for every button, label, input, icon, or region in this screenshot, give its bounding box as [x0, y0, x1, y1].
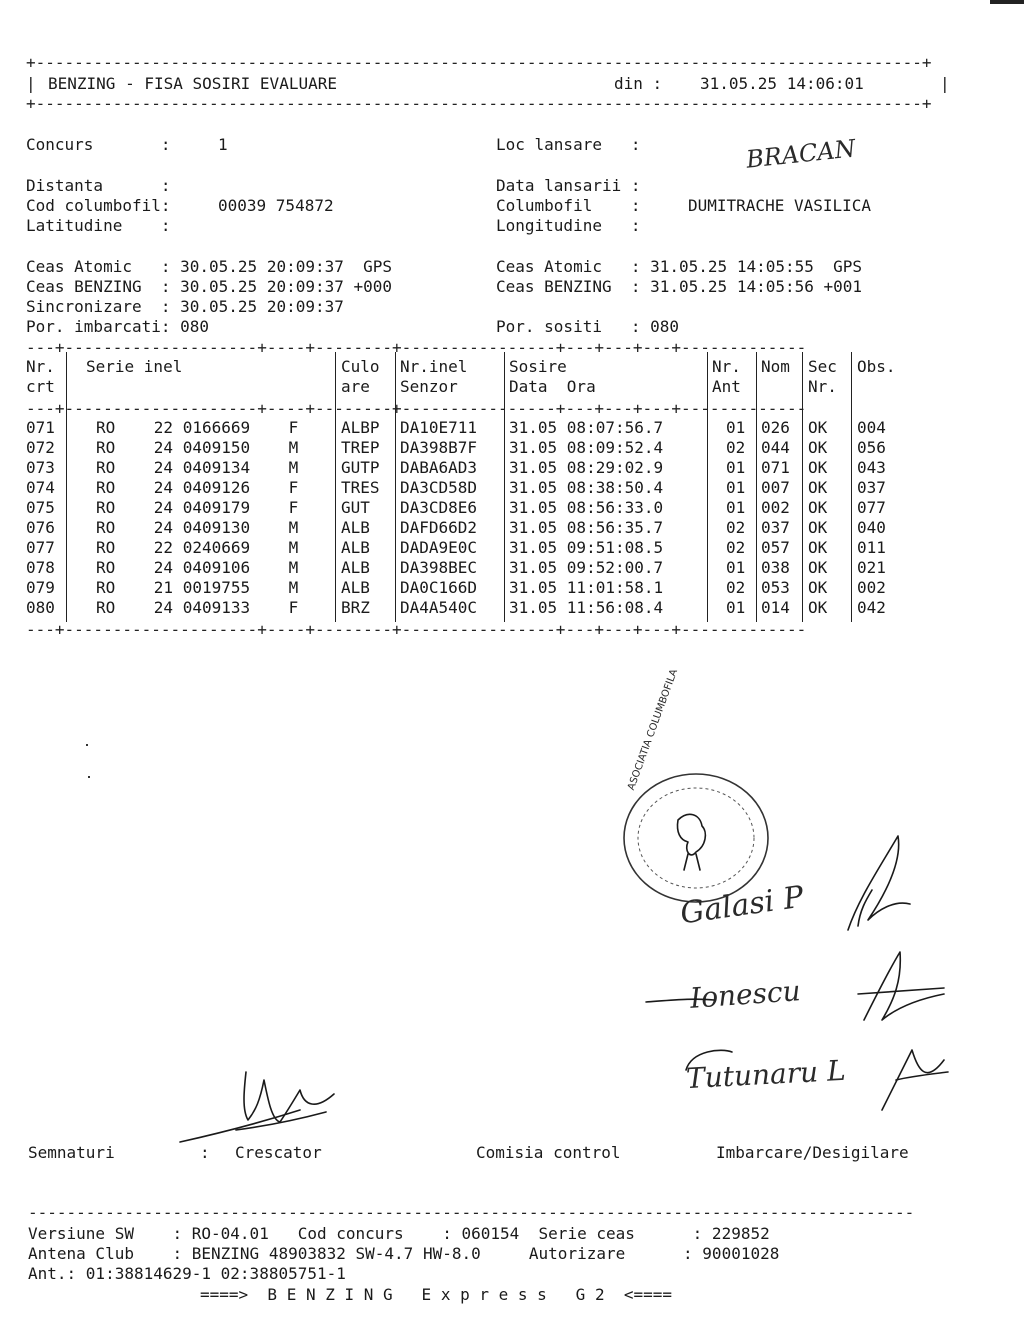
header-serie: Serie inel	[86, 357, 183, 376]
cell-serie: RO 24 0409126 F	[96, 478, 299, 497]
cell-nom: 007	[761, 478, 790, 497]
header-left-bar: |	[26, 74, 36, 93]
cell-nom: 037	[761, 518, 790, 537]
signature-breeder	[176, 1060, 356, 1150]
cell-sec: OK	[808, 478, 828, 497]
cell-sosire: 31.05 08:56:33.0	[509, 498, 664, 517]
signature-tutunaru-text: Tutunaru L	[685, 1053, 847, 1096]
cell-obs: 077	[857, 498, 886, 517]
cell-sec: OK	[808, 438, 828, 457]
cell-ant: 01	[726, 418, 746, 437]
cell-ant: 01	[726, 458, 746, 477]
cell-nom: 053	[761, 578, 790, 597]
cell-culo: BRZ	[341, 598, 370, 617]
cell-nr: 079	[26, 578, 55, 597]
clock-left-line: Ceas Atomic : 30.05.25 20:09:37 GPS	[26, 257, 393, 276]
scan-corner-mark	[990, 0, 1024, 4]
cell-senzor: DABA6AD3	[400, 458, 478, 477]
signature-galasi-text: Galasi P	[678, 879, 806, 932]
cell-obs: 037	[857, 478, 886, 497]
cell-nr: 074	[26, 478, 55, 497]
footer-brand: ====> B E N Z I N G E x p r e s s G 2 <====	[200, 1285, 673, 1304]
cell-culo: GUT	[341, 498, 370, 517]
cell-obs: 056	[857, 438, 886, 457]
header-border-bottom: +--------------------------------------------------------------------------------------------+	[26, 94, 932, 113]
cell-sec: OK	[808, 578, 828, 597]
cell-nom: 038	[761, 558, 790, 577]
cell-sosire: 31.05 08:56:35.7	[509, 518, 664, 537]
imbarcare-label: Imbarcare/Desigilare	[716, 1143, 909, 1162]
clock-right-line: Ceas Atomic : 31.05.25 14:05:55 GPS	[496, 257, 863, 276]
header-are: are	[341, 377, 370, 396]
footer-line-2: Antena Club : BENZING 48903832 SW-4.7 HW-8.0 Autorizare : 90001028	[28, 1244, 780, 1263]
columbofil-value: DUMITRACHE VASILICA	[688, 196, 872, 215]
cell-culo: ALB	[341, 578, 370, 597]
cell-nr: 075	[26, 498, 55, 517]
cell-nom: 002	[761, 498, 790, 517]
cell-senzor: DADA9E0C	[400, 538, 478, 557]
cell-culo: TREP	[341, 438, 380, 457]
signature-commission-2	[644, 950, 954, 1030]
cell-serie: RO 24 0409130 M	[96, 518, 299, 537]
column-separator	[851, 352, 852, 622]
cell-sec: OK	[808, 498, 828, 517]
header-nom: Nom	[761, 357, 790, 376]
longitudine-label: Longitudine :	[496, 216, 641, 235]
column-separator	[504, 352, 505, 622]
cell-serie: RO 22 0166669 F	[96, 418, 299, 437]
cell-nr: 076	[26, 518, 55, 537]
header-right-bar: |	[940, 74, 950, 93]
loc-lansare-label: Loc lansare :	[496, 135, 641, 154]
clock-left-line: Por. imbarcati: 080	[26, 317, 210, 336]
cell-ant: 02	[726, 518, 746, 537]
cell-sosire: 31.05 08:07:56.7	[509, 418, 664, 437]
cell-sec: OK	[808, 458, 828, 477]
cell-sosire: 31.05 09:51:08.5	[509, 538, 664, 557]
cell-obs: 043	[857, 458, 886, 477]
cell-ant: 02	[726, 578, 746, 597]
data-lansarii-label: Data lansarii :	[496, 176, 641, 195]
cell-senzor: DA398B7F	[400, 438, 478, 457]
cell-culo: GUTP	[341, 458, 380, 477]
header-nr: Nr.	[26, 357, 55, 376]
loc-lansare-handwritten: BRACAN	[744, 134, 857, 174]
cell-culo: ALB	[341, 558, 370, 577]
column-separator	[756, 352, 757, 622]
signatures-colon: :	[200, 1143, 210, 1162]
cell-nr: 080	[26, 598, 55, 617]
latitudine-label: Latitudine :	[26, 216, 171, 235]
signatures-label: Semnaturi	[28, 1143, 115, 1162]
clock-left-line: Ceas BENZING : 30.05.25 20:09:37 +000	[26, 277, 393, 296]
cell-ant: 02	[726, 538, 746, 557]
column-separator	[802, 352, 803, 622]
header-culo: Culo	[341, 357, 380, 376]
clock-right-line: Por. sositi : 080	[496, 317, 680, 336]
cell-culo: ALB	[341, 518, 370, 537]
header-sec-nr: Nr.	[808, 377, 837, 396]
cell-culo: ALBP	[341, 418, 380, 437]
cell-senzor: DA3CD58D	[400, 478, 478, 497]
cell-sosire: 31.05 08:29:02.9	[509, 458, 664, 477]
footer-line-1: Versiune SW : RO-04.01 Cod concurs : 060154 Serie ceas : 229852	[28, 1224, 770, 1243]
column-separator	[66, 352, 67, 622]
cell-serie: RO 24 0409133 F	[96, 598, 299, 617]
cell-obs: 004	[857, 418, 886, 437]
cell-senzor: DA4A540C	[400, 598, 478, 617]
table-border-bottom: ---+--------------------+----+--------+----------------+---+---+---+-------------	[26, 620, 807, 639]
cell-sosire: 31.05 08:09:52.4	[509, 438, 664, 457]
cell-ant: 02	[726, 438, 746, 457]
header-obs: Obs.	[857, 357, 896, 376]
cell-obs: 042	[857, 598, 886, 617]
cell-sec: OK	[808, 418, 828, 437]
cell-sec: OK	[808, 598, 828, 617]
cell-obs: 002	[857, 578, 886, 597]
cell-nom: 057	[761, 538, 790, 557]
scan-dot	[86, 744, 88, 746]
footer-separator: --------------------------------------------------------------------------------------------	[28, 1203, 915, 1222]
cell-serie: RO 24 0409106 M	[96, 558, 299, 577]
header-sec: Sec	[808, 357, 837, 376]
stamp-text: ASOCIATIA COLUMBOFILA	[626, 667, 681, 792]
cell-nr: 078	[26, 558, 55, 577]
crescator-label: Crescator	[235, 1143, 322, 1162]
cell-senzor: DA398BEC	[400, 558, 478, 577]
cell-nom: 044	[761, 438, 790, 457]
table-border-mid: ---+--------------------+----+--------+----------------+---+---+---+-------------	[26, 399, 807, 418]
cell-sosire: 31.05 08:38:50.4	[509, 478, 664, 497]
table-border-top: ---+--------------------+----+--------+----------------+---+---+---+-------------	[26, 338, 807, 357]
cell-senzor: DA10E711	[400, 418, 478, 437]
header-data-ora: Data Ora	[509, 377, 596, 396]
comisia-label: Comisia control	[476, 1143, 621, 1162]
header-border-top: +--------------------------------------------------------------------------------------------+	[26, 53, 932, 72]
columbofil-label: Columbofil :	[496, 196, 641, 215]
cell-culo: TRES	[341, 478, 380, 497]
cell-senzor: DAFD66D2	[400, 518, 478, 537]
cell-serie: RO 24 0409179 F	[96, 498, 299, 517]
cell-sec: OK	[808, 518, 828, 537]
column-separator	[335, 352, 336, 622]
cell-nr: 073	[26, 458, 55, 477]
concurs-value: 1	[218, 135, 228, 154]
cell-ant: 01	[726, 498, 746, 517]
clock-left-line: Sincronizare : 30.05.25 20:09:37	[26, 297, 344, 316]
cod-value: 00039 754872	[218, 196, 334, 215]
signature-commission-1	[838, 830, 918, 940]
header-crt: crt	[26, 377, 55, 396]
date-value: 31.05.25 14:06:01	[700, 74, 864, 93]
cell-nom: 071	[761, 458, 790, 477]
header-senzor: Senzor	[400, 377, 458, 396]
cod-label: Cod columbofil:	[26, 196, 171, 215]
cell-nom: 026	[761, 418, 790, 437]
cell-ant: 01	[726, 558, 746, 577]
header-ant: Ant	[712, 377, 741, 396]
cell-ant: 01	[726, 598, 746, 617]
cell-nr: 071	[26, 418, 55, 437]
cell-ant: 01	[726, 478, 746, 497]
cell-serie: RO 21 0019755 M	[96, 578, 299, 597]
cell-senzor: DA0C166D	[400, 578, 478, 597]
clock-right-line: Ceas BENZING : 31.05.25 14:05:56 +001	[496, 277, 863, 296]
cell-sosire: 31.05 11:56:08.4	[509, 598, 664, 617]
cell-senzor: DA3CD8E6	[400, 498, 478, 517]
page-title: BENZING - FISA SOSIRI EVALUARE	[48, 74, 337, 93]
header-nrinel: Nr.inel	[400, 357, 468, 376]
cell-obs: 021	[857, 558, 886, 577]
cell-obs: 040	[857, 518, 886, 537]
cell-serie: RO 22 0240669 M	[96, 538, 299, 557]
scan-dot	[88, 776, 90, 778]
cell-sec: OK	[808, 538, 828, 557]
cell-sec: OK	[808, 558, 828, 577]
cell-sosire: 31.05 09:52:00.7	[509, 558, 664, 577]
cell-serie: RO 24 0409134 M	[96, 458, 299, 477]
signature-commission-3	[682, 1040, 952, 1120]
concurs-label: Concurs :	[26, 135, 171, 154]
cell-culo: ALB	[341, 538, 370, 557]
cell-sosire: 31.05 11:01:58.1	[509, 578, 664, 597]
cell-serie: RO 24 0409150 M	[96, 438, 299, 457]
header-nr-ant: Nr.	[712, 357, 741, 376]
column-separator	[395, 352, 396, 622]
signature-ionescu-text: Ionescu	[688, 974, 802, 1015]
date-label: din :	[614, 74, 663, 93]
cell-nr: 077	[26, 538, 55, 557]
cell-nr: 072	[26, 438, 55, 457]
column-separator	[707, 352, 708, 622]
distanta-label: Distanta :	[26, 176, 171, 195]
footer-line-3: Ant.: 01:38814629-1 02:38805751-1	[28, 1264, 346, 1283]
header-sosire: Sosire	[509, 357, 567, 376]
cell-obs: 011	[857, 538, 886, 557]
cell-nom: 014	[761, 598, 790, 617]
